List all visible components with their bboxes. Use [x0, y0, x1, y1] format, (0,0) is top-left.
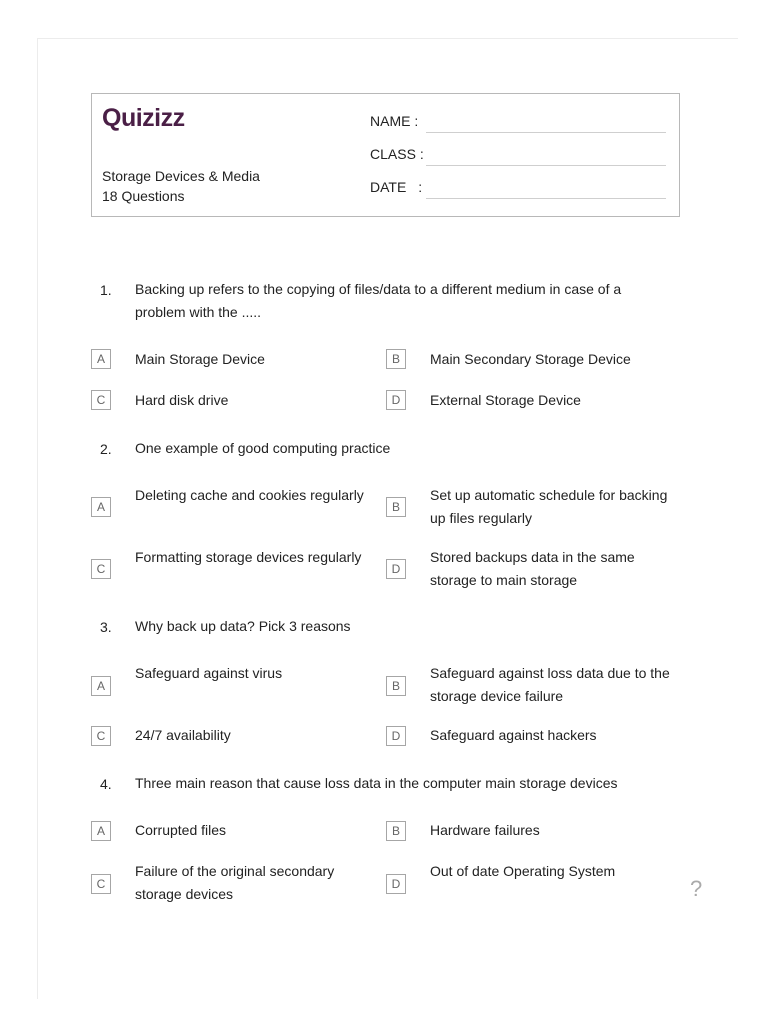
option-text: 24/7 availability	[135, 727, 231, 743]
question-mark-icon[interactable]: ?	[690, 876, 703, 901]
option-letter[interactable]: C	[91, 874, 111, 894]
option-letter[interactable]: A	[91, 676, 111, 696]
option-text: Main Secondary Storage Device	[430, 351, 631, 367]
name-label: NAME :	[370, 113, 419, 129]
option-letter[interactable]: D	[386, 874, 406, 894]
option-letter[interactable]: B	[386, 821, 406, 841]
option-letter[interactable]: D	[386, 390, 406, 410]
option-letter[interactable]: A	[91, 497, 111, 517]
question-number: 4.	[100, 776, 112, 792]
option-letter[interactable]: C	[91, 390, 111, 410]
option-letter[interactable]: C	[91, 726, 111, 746]
option-text: Main Storage Device	[135, 351, 265, 367]
quiz-title: Storage Devices & Media	[102, 168, 260, 184]
question-text: Backing up refers to the copying of files/data to a different medium in case of a problem with the .....	[135, 281, 622, 320]
date-label: DATE :	[370, 179, 423, 195]
option-letter[interactable]: C	[91, 559, 111, 579]
option-letter[interactable]: B	[386, 349, 406, 369]
question-number: 1.	[100, 282, 112, 298]
class-label: CLASS :	[370, 146, 424, 162]
option-text: Set up automatic schedule for backing up files regularly	[430, 487, 668, 526]
question-number: 3.	[100, 619, 112, 635]
name-field[interactable]	[426, 132, 666, 133]
option-text: Safeguard against virus	[135, 665, 283, 681]
date-field[interactable]	[426, 198, 666, 199]
option-text: Formatting storage devices regularly	[135, 549, 362, 565]
option-text: Hardware failures	[430, 822, 540, 838]
option-text: Hard disk drive	[135, 392, 229, 408]
option-letter[interactable]: D	[386, 559, 406, 579]
option-text: Safeguard against loss data due to the storage device failure	[430, 665, 670, 704]
option-text: External Storage Device	[430, 392, 581, 408]
option-text: Corrupted files	[135, 822, 227, 838]
option-text: Safeguard against hackers	[430, 727, 597, 743]
option-text: Failure of the original secondary storage devices	[135, 863, 335, 902]
question-text: Three main reason that cause loss data in the computer main storage devices	[135, 775, 618, 791]
quizizz-logo: Quizizz	[102, 104, 185, 132]
question-text: One example of good computing practice	[135, 440, 391, 456]
option-text: Stored backups data in the same storage to main storage	[430, 549, 635, 588]
option-text: Out of date Operating System	[430, 863, 616, 879]
class-field[interactable]	[426, 165, 666, 166]
question-text: Why back up data? Pick 3 reasons	[135, 618, 351, 634]
option-letter[interactable]: A	[91, 821, 111, 841]
option-letter[interactable]: D	[386, 726, 406, 746]
option-letter[interactable]: B	[386, 676, 406, 696]
question-number: 2.	[100, 441, 112, 457]
option-text: Deleting cache and cookies regularly	[135, 487, 364, 503]
option-letter[interactable]: A	[91, 349, 111, 369]
option-letter[interactable]: B	[386, 497, 406, 517]
question-count: 18 Questions	[102, 188, 185, 204]
